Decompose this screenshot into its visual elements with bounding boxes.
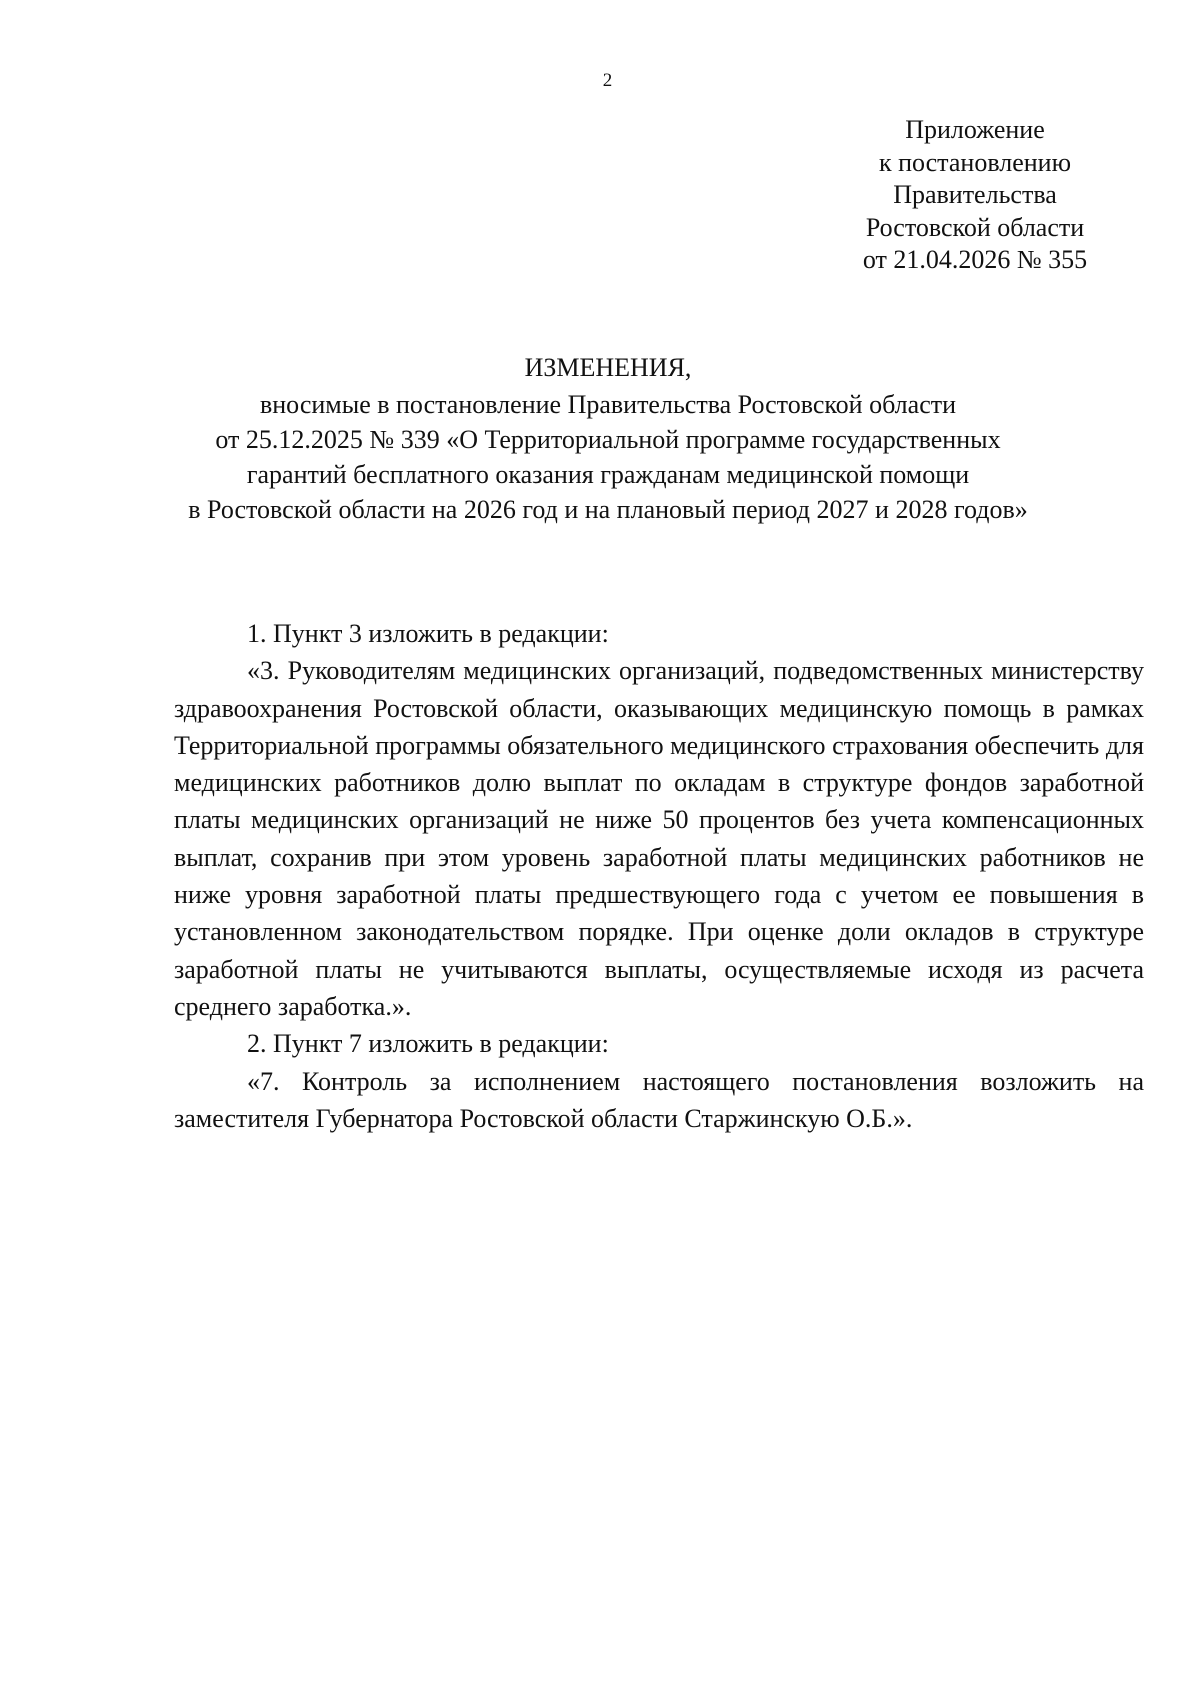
heading-line: от 25.12.2025 № 339 «О Территориальной программе государственных: [215, 425, 1001, 454]
heading-line: в Ростовской области на 2026 год и на плановый период 2027 и 2028 годов»: [188, 495, 1028, 524]
document-body: [174, 615, 1144, 1137]
annex-line-resolution: к постановлению: [878, 147, 1072, 177]
amendment-item-1-text: «3. Руководителям медицинских организаций, подведомственных министерству здравоохранения Ростовской области, оказывающих медицинскую помощь в рамках Территориальной программы обязательного медицинского страхования обеспечить для медицинских работников долю выплат по окладам в структуре фондов заработной платы медицинских организаций не ниже 50 процентов без учета компенсационных выплат, сохранив при этом уровень заработной платы медицинских работников не ниже уровня заработной платы предшествующего года с учетом ее повышения в установленном законодательством порядке. При оценке доли окладов в структуре заработной платы не учитываются выплаты, осуществляемые исходя из расчета среднего заработка.».: [174, 656, 1144, 1021]
page-number: 2: [602, 70, 613, 91]
heading-title: ИЗМЕНЕНИЯ,: [524, 353, 692, 382]
heading-line: вносимые в постановление Правительства Ростовской области: [259, 390, 957, 419]
amendment-item-2-text: «7. Контроль за исполнением настоящего постановления возложить на заместителя Губернатора Ростовской области Старжинскую О.Б.».: [174, 1066, 1144, 1133]
annex-line-title: Приложение: [905, 115, 1045, 144]
amendment-item-2: 2. Пункт 7 изложить в редакции:: [247, 1029, 609, 1059]
annex-block: [810, 114, 1140, 277]
document-heading: [150, 350, 1066, 527]
annex-line-date-number: от 21.04.2026 № 355: [862, 245, 1088, 274]
annex-line-region: Ростовской области: [865, 212, 1085, 242]
heading-line: гарантий бесплатного оказания гражданам медицинской помощи: [246, 460, 970, 489]
annex-line-government: Правительства: [893, 180, 1057, 209]
amendment-item-1: 1. Пункт 3 изложить в редакции:: [247, 619, 609, 648]
